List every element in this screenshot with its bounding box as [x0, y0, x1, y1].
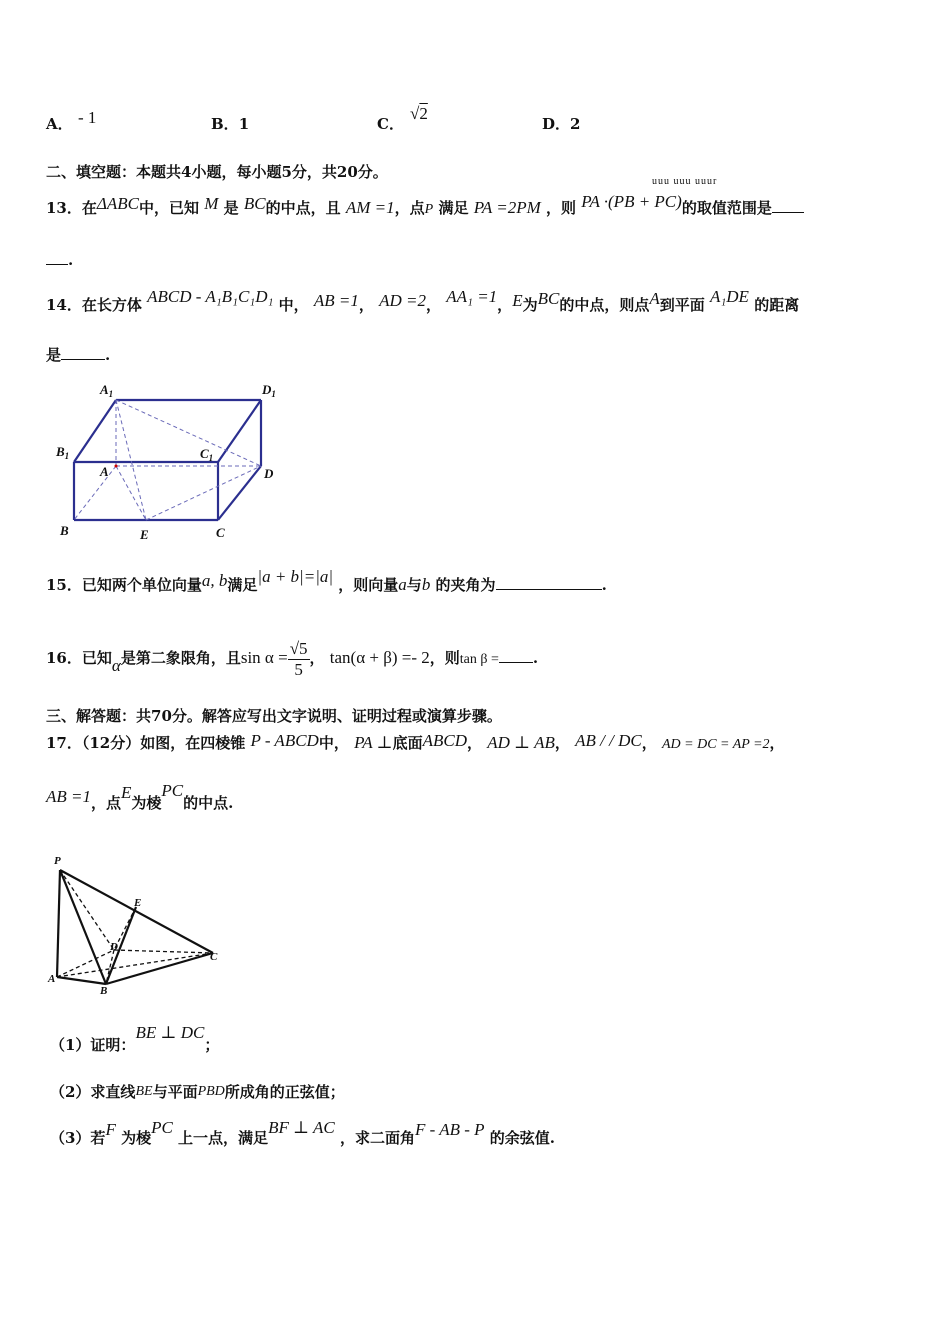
- answer-blank: [61, 345, 105, 360]
- label-a: A: [100, 464, 109, 479]
- label-c: C: [216, 525, 225, 540]
- label-c: C: [210, 951, 218, 963]
- label-d: D: [264, 466, 274, 481]
- q17-part1: （1）证明：BE ⊥ DC；: [50, 1023, 220, 1054]
- edge-pb: [60, 870, 106, 984]
- answer-blank: [772, 198, 804, 213]
- label-a1: $A_1$: [100, 382, 114, 399]
- q17-part3: （3）若F 为棱PC 上一点，满足BF ⊥ AC ，求二面角F - AB - P 的余弦值.: [50, 1118, 556, 1147]
- vector-arrows: uuu uuu uuur: [652, 176, 718, 187]
- edge-pa: [57, 870, 60, 977]
- label-e: E: [134, 897, 142, 909]
- edge-pc: [60, 870, 213, 953]
- option-d: D．2: [542, 115, 581, 133]
- question-16: 16．已知α是第二象限角，且sin α = $\frac{√5}{5}$ ， tan(α + β) =- 2，则tan β = .: [46, 638, 539, 679]
- edge-a1b1: [74, 400, 116, 462]
- sqrt-symbol: √: [410, 104, 420, 123]
- label-b: B: [100, 985, 108, 997]
- pyramid-figure: [40, 850, 240, 1000]
- q17-part2: （2）求直线BE与平面PBD所成角的正弦值；: [50, 1083, 345, 1101]
- label-b1: $B_1$: [56, 444, 70, 461]
- label-d1: $D_1$: [262, 382, 276, 399]
- dash-ae: [116, 466, 146, 520]
- hidden-dc: [114, 950, 213, 953]
- question-17-cont: AB =1，点E为棱PC的中点.: [46, 781, 234, 812]
- answer-blank-cont: [46, 250, 68, 265]
- question-14: 14．在长方体 ABCD - A₁B₁C₁D₁ 中， AB =1， AD =2， AA₁ =1，E为BC的中点，则点A到平面 A₁DE 的距离: [46, 287, 800, 314]
- section3-heading: 三、解答题：共70分。解答应写出文字说明、证明过程或演算步骤。: [46, 707, 502, 725]
- label-e: E: [140, 527, 149, 542]
- option-b: B．1: [211, 115, 250, 133]
- label-d: D: [110, 941, 118, 953]
- answer-blank: [496, 575, 602, 590]
- label-b: B: [60, 523, 69, 538]
- question-15: 15．已知两个单位向量a, b满足|a + b|=|a| ，则向量a与b 的夹角为 .: [46, 567, 607, 594]
- question-13: 13．在ΔABC中，已知 M 是 BC的中点，且 AM =1，点P 满足 PA =2PM ，则 PA ·(PB + PC)的取值范围是: [46, 198, 804, 220]
- dash-a1e: [116, 400, 146, 520]
- label-a: A: [48, 973, 56, 985]
- edge-cd: [218, 466, 261, 520]
- answer-blank: [499, 648, 533, 663]
- section2-heading: 二、填空题：本题共4小题，每小题5分，共20分。: [46, 163, 388, 181]
- hidden-ac: [57, 953, 213, 977]
- question-17: 17．（12分）如图，在四棱锥 P - ABCD中， PA ⊥底面ABCD， AD ⊥ AB， AB / / DC， AD = DC = AP =2，: [46, 731, 785, 752]
- option-a-value: - 1: [78, 108, 97, 127]
- edge-d1c1: [218, 400, 261, 462]
- point-a-dot: [115, 465, 118, 468]
- label-c1: $C_1$: [200, 446, 214, 463]
- option-c-value: √2: [410, 104, 428, 123]
- option-c: C．: [377, 115, 404, 133]
- cuboid-figure: [40, 378, 300, 548]
- option-a: A．: [46, 115, 73, 133]
- hidden-ab: [74, 466, 116, 520]
- question-14-cont: 是 .: [46, 346, 111, 364]
- edge-bc: [106, 953, 213, 984]
- label-p: P: [54, 855, 61, 867]
- question-13-cont: .: [46, 250, 73, 270]
- dash-ed: [146, 466, 261, 520]
- edge-ab: [57, 977, 106, 984]
- fraction-sqrt5-over-5: $\frac{√5}{5}$: [289, 638, 308, 679]
